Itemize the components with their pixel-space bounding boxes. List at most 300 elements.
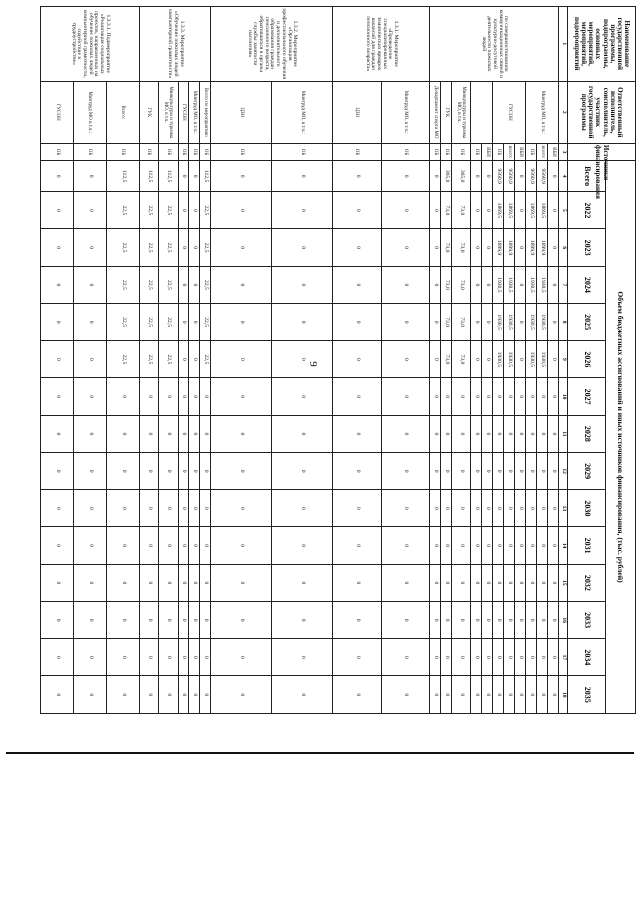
total-value-cell: 9560,9 — [526, 161, 537, 192]
header-total: Всего — [568, 161, 606, 192]
year-value-cell: 0 — [159, 452, 178, 489]
year-value-cell: 0 — [73, 266, 106, 303]
source-cell: всего: — [537, 143, 548, 160]
year-value-cell: 0 — [548, 192, 559, 229]
year-value-cell: 0 — [106, 378, 139, 415]
table-row — [332, 7, 381, 714]
page-number: 9 — [306, 361, 319, 367]
year-value-cell: 0 — [211, 601, 272, 638]
year-value-cell: 0 — [452, 452, 471, 489]
year-value-cell: 0 — [526, 564, 537, 601]
year-value-cell: 73,0 — [452, 229, 471, 266]
year-value-cell: 0 — [504, 676, 515, 714]
source-cell: всего: — [504, 143, 515, 160]
year-value-cell: 0 — [189, 415, 200, 452]
executor-cell: ЦЗН — [332, 81, 381, 143]
year-value-cell: 22,5 — [139, 341, 158, 378]
year-value-cell: 73,0 — [452, 303, 471, 340]
year-value-cell: 0 — [178, 378, 189, 415]
year-value-cell: 22,5 — [159, 266, 178, 303]
total-value-cell: 0 — [189, 161, 200, 192]
year-value-cell: 0 — [41, 490, 74, 527]
year-value-cell: 0 — [178, 527, 189, 564]
year-value-cell: 0 — [200, 601, 211, 638]
year-value-cell: 0 — [178, 564, 189, 601]
year-value-cell: 0 — [73, 639, 106, 676]
source-cell: ОБ — [272, 143, 333, 160]
column-number: 3 — [559, 143, 568, 160]
year-value-cell: 0 — [493, 676, 504, 714]
year-value-cell: 22,5 — [106, 192, 139, 229]
year-value-cell: 0 — [504, 564, 515, 601]
year-value-cell: 0 — [178, 303, 189, 340]
year-value-cell: 0 — [200, 452, 211, 489]
year-value-cell: 0 — [73, 490, 106, 527]
column-number: 7 — [559, 266, 568, 303]
year-value-cell: 0 — [159, 490, 178, 527]
year-value-cell: 1930,5 — [526, 266, 537, 303]
year-value-cell: 0 — [482, 303, 493, 340]
year-value-cell: 0 — [493, 490, 504, 527]
year-value-cell: 0 — [430, 676, 441, 714]
year-value-cell: 0 — [211, 303, 272, 340]
column-number: 14 — [559, 527, 568, 564]
year-value-cell: 0 — [332, 341, 381, 378]
total-value-cell: 0 — [482, 161, 493, 192]
year-value-cell: 0 — [441, 639, 452, 676]
year-value-cell: 0 — [548, 415, 559, 452]
source-cell: ОБ — [106, 143, 139, 160]
executor-cell: ГУК — [441, 81, 452, 143]
year-value-cell: 0 — [452, 490, 471, 527]
year-value-cell: 0 — [41, 601, 74, 638]
year-value-cell: 0 — [430, 378, 441, 415]
year-value-cell: 1930,5 — [504, 303, 515, 340]
year-value-cell: 0 — [548, 490, 559, 527]
year-value-cell: 0 — [178, 415, 189, 452]
year-value-cell: 0 — [178, 192, 189, 229]
year-value-cell: 73,0 — [441, 303, 452, 340]
year-value-cell: 0 — [548, 303, 559, 340]
executor-cell: Минтруд МО, в т.ч.: — [381, 81, 430, 143]
year-value-cell: 0 — [430, 303, 441, 340]
year-value-cell: 1930,5 — [537, 303, 548, 340]
year-value-cell: 0 — [537, 452, 548, 489]
year-value-cell: 0 — [471, 639, 482, 676]
year-value-cell: 0 — [482, 452, 493, 489]
rotated-table-container — [40, 6, 636, 714]
source-cell: ОБ — [139, 143, 158, 160]
year-value-cell: 0 — [493, 601, 504, 638]
year-value-cell: 0 — [159, 415, 178, 452]
year-value-cell: 0 — [139, 415, 158, 452]
year-value-cell: 1899,9 — [526, 229, 537, 266]
year-value-cell: 0 — [178, 452, 189, 489]
year-value-cell: 0 — [73, 452, 106, 489]
program-item-name: 1.3.3.1. Подмероприятие «Реализация социальных проектов, направленных на обучение пожилых людей компьютерной грамотности, содействие в трудоустройстве» — [41, 7, 140, 82]
year-value-cell: 0 — [471, 303, 482, 340]
year-value-cell: 0 — [272, 266, 333, 303]
executor-cell: Минтруд МО в т.ч.: — [73, 81, 106, 143]
year-value-cell: 0 — [526, 639, 537, 676]
year-value-cell: 0 — [471, 490, 482, 527]
year-value-cell: 0 — [493, 639, 504, 676]
year-value-cell: 0 — [441, 415, 452, 452]
year-value-cell: 0 — [73, 676, 106, 714]
year-value-cell: 0 — [200, 415, 211, 452]
total-value-cell: 0 — [272, 161, 333, 192]
year-value-cell: 0 — [441, 490, 452, 527]
table-row — [139, 7, 158, 714]
year-value-cell: 0 — [441, 527, 452, 564]
executor-cell: Минтруд МО, в т.ч.: — [526, 81, 559, 143]
year-value-cell: 0 — [548, 341, 559, 378]
executor-cell: Минтруд МО, в т.ч.: — [189, 81, 200, 143]
year-value-cell: 0 — [430, 601, 441, 638]
year-value-cell: 73,0 — [452, 266, 471, 303]
year-value-cell: 22,5 — [159, 192, 178, 229]
year-value-cell: 0 — [430, 639, 441, 676]
year-value-cell: 0 — [430, 527, 441, 564]
column-number: 9 — [559, 341, 568, 378]
year-value-cell: 0 — [189, 490, 200, 527]
year-value-cell: 0 — [272, 676, 333, 714]
total-value-cell: 9560,9 — [504, 161, 515, 192]
year-value-cell: 73,0 — [452, 341, 471, 378]
year-value-cell: 0 — [106, 676, 139, 714]
total-value-cell: 9560,9 — [537, 161, 548, 192]
year-value-cell: 0 — [537, 601, 548, 638]
year-value-cell: 0 — [430, 192, 441, 229]
total-value-cell: 365,0 — [441, 161, 452, 192]
year-value-cell: 0 — [178, 639, 189, 676]
year-value-cell: 22,5 — [106, 266, 139, 303]
source-cell: ОБ — [73, 143, 106, 160]
year-value-cell: 0 — [515, 192, 526, 229]
total-value-cell: 112,5 — [159, 161, 178, 192]
year-value-cell: 0 — [526, 490, 537, 527]
year-value-cell: 0 — [515, 452, 526, 489]
total-value-cell: 112,5 — [106, 161, 139, 192]
year-value-cell: 0 — [178, 676, 189, 714]
year-value-cell: 0 — [272, 601, 333, 638]
year-value-cell: 0 — [73, 303, 106, 340]
year-value-cell: 0 — [73, 192, 106, 229]
year-value-cell: 0 — [441, 676, 452, 714]
year-value-cell: 0 — [526, 415, 537, 452]
year-value-cell: 0 — [430, 452, 441, 489]
source-cell: ОБ — [493, 143, 504, 160]
source-cell: ВБИ — [515, 143, 526, 160]
year-value-cell: 1930,5 — [526, 303, 537, 340]
year-value-cell: 0 — [515, 676, 526, 714]
program-item-name: 1.3.2. Мероприятие «Организация профессионального обучения и дополнительного образования граждан пенсионного возраста, обратившихся в органы службы занятости населения» — [211, 7, 333, 82]
total-value-cell: 0 — [41, 161, 74, 192]
year-value-cell: 0 — [189, 676, 200, 714]
year-header: 2035 — [568, 676, 606, 714]
year-value-cell: 1899,9 — [493, 229, 504, 266]
year-value-cell: 0 — [441, 601, 452, 638]
table-row — [106, 7, 139, 714]
year-value-cell: 0 — [452, 378, 471, 415]
year-value-cell: 0 — [332, 415, 381, 452]
header-name: Наименование государственной программы, подпрограммы, основных мероприятий, мероприятий, подмероприятий — [568, 7, 636, 82]
year-value-cell: 0 — [272, 303, 333, 340]
year-value-cell: 0 — [452, 564, 471, 601]
year-value-cell: 0 — [482, 192, 493, 229]
table-row — [211, 7, 272, 714]
year-value-cell: 0 — [381, 639, 430, 676]
year-value-cell: 22,5 — [106, 229, 139, 266]
year-value-cell: 0 — [139, 601, 158, 638]
source-cell: ОБ — [526, 143, 537, 160]
year-value-cell: 1930,5 — [504, 266, 515, 303]
year-header: 2031 — [568, 527, 606, 564]
year-value-cell: 0 — [73, 415, 106, 452]
year-value-cell: 0 — [211, 676, 272, 714]
year-value-cell: 0 — [381, 564, 430, 601]
year-value-cell: 22,5 — [200, 192, 211, 229]
year-value-cell: 1899,9 — [537, 229, 548, 266]
year-value-cell: 0 — [548, 527, 559, 564]
year-value-cell: 0 — [452, 676, 471, 714]
year-value-cell: 0 — [515, 415, 526, 452]
executor-cell: ГУК — [139, 81, 158, 143]
program-item-name: 1.3.3. Мероприятие «Обучение пожилых людей компьютерной грамотности» — [139, 7, 211, 82]
year-value-cell: 0 — [41, 639, 74, 676]
year-header: 2027 — [568, 378, 606, 415]
column-number: 2 — [559, 81, 568, 143]
source-cell: ВБИ — [482, 143, 493, 160]
year-value-cell: 0 — [471, 192, 482, 229]
table-row — [159, 7, 178, 714]
total-value-cell: 0 — [471, 161, 482, 192]
year-value-cell: 22,5 — [159, 341, 178, 378]
year-value-cell: 22,5 — [139, 303, 158, 340]
year-value-cell: 0 — [504, 639, 515, 676]
year-value-cell: 22,5 — [200, 229, 211, 266]
year-value-cell: 0 — [159, 564, 178, 601]
budget-table — [40, 6, 636, 714]
year-value-cell: 22,5 — [106, 303, 139, 340]
year-value-cell: 0 — [504, 378, 515, 415]
table-row — [272, 7, 333, 714]
year-value-cell: 0 — [200, 639, 211, 676]
year-value-cell: 0 — [548, 601, 559, 638]
year-value-cell: 0 — [515, 527, 526, 564]
year-value-cell: 0 — [504, 601, 515, 638]
year-value-cell: 0 — [381, 601, 430, 638]
year-value-cell: 0 — [211, 266, 272, 303]
year-value-cell: 0 — [537, 639, 548, 676]
year-value-cell: 0 — [381, 527, 430, 564]
year-value-cell: 0 — [493, 415, 504, 452]
year-value-cell: 0 — [41, 303, 74, 340]
year-value-cell: 0 — [272, 452, 333, 489]
table-row — [482, 7, 493, 714]
year-value-cell: 0 — [482, 639, 493, 676]
year-value-cell: 0 — [272, 229, 333, 266]
year-value-cell: 1930,5 — [537, 341, 548, 378]
year-value-cell: 0 — [272, 192, 333, 229]
year-value-cell: 0 — [41, 192, 74, 229]
year-value-cell: 0 — [272, 341, 333, 378]
year-value-cell: 0 — [189, 341, 200, 378]
table-row — [73, 7, 106, 714]
executor-cell — [471, 81, 493, 143]
year-value-cell: 0 — [73, 378, 106, 415]
column-number: 11 — [559, 415, 568, 452]
year-header: 2023 — [568, 229, 606, 266]
year-header: 2032 — [568, 564, 606, 601]
year-value-cell: 0 — [430, 229, 441, 266]
year-value-cell: 0 — [332, 378, 381, 415]
year-value-cell: 22,5 — [139, 192, 158, 229]
year-value-cell: 0 — [189, 527, 200, 564]
year-value-cell: 0 — [178, 490, 189, 527]
total-value-cell: 0 — [178, 161, 189, 192]
year-value-cell: 0 — [189, 639, 200, 676]
year-value-cell: 0 — [482, 415, 493, 452]
source-cell: ОБ — [452, 143, 471, 160]
year-value-cell: 0 — [548, 378, 559, 415]
total-value-cell: 0 — [381, 161, 430, 192]
total-value-cell: 0 — [548, 161, 559, 192]
year-value-cell: 0 — [452, 527, 471, 564]
year-header: 2028 — [568, 415, 606, 452]
total-value-cell: 112,5 — [200, 161, 211, 192]
year-value-cell: 0 — [471, 378, 482, 415]
year-value-cell: 0 — [482, 564, 493, 601]
year-value-cell: 0 — [189, 601, 200, 638]
year-value-cell: 0 — [106, 564, 139, 601]
source-cell: ОБ — [178, 143, 189, 160]
year-value-cell: 0 — [73, 601, 106, 638]
executor-cell: Минкультуры и туризма МО, в т.ч. — [452, 81, 471, 143]
source-cell: ОБ — [332, 143, 381, 160]
year-value-cell: 0 — [504, 452, 515, 489]
executor-cell: Минтруд МО, в т.ч.: — [272, 81, 333, 143]
year-value-cell: 0 — [471, 452, 482, 489]
year-value-cell: 0 — [272, 639, 333, 676]
year-value-cell: 0 — [515, 490, 526, 527]
year-value-cell: 1930,5 — [493, 341, 504, 378]
year-value-cell: 0 — [178, 229, 189, 266]
table-row — [441, 7, 452, 714]
year-value-cell: 1869,5 — [493, 192, 504, 229]
year-value-cell: 0 — [178, 601, 189, 638]
header-executor: Ответственный исполнитель, соисполнитель, участник государственной программы — [568, 81, 636, 143]
table-row — [381, 7, 430, 714]
year-value-cell: 0 — [441, 452, 452, 489]
footer-rule — [6, 752, 634, 754]
year-value-cell: 0 — [159, 676, 178, 714]
year-value-cell: 0 — [515, 639, 526, 676]
year-value-cell: 0 — [515, 303, 526, 340]
year-value-cell: 0 — [471, 676, 482, 714]
total-value-cell: 0 — [515, 161, 526, 192]
column-number: 16 — [559, 601, 568, 638]
year-value-cell: 22,5 — [200, 303, 211, 340]
year-value-cell: 0 — [515, 229, 526, 266]
year-value-cell: 0 — [159, 527, 178, 564]
source-cell: ОБ — [471, 143, 482, 160]
year-value-cell: 22,5 — [159, 229, 178, 266]
year-value-cell: 73,0 — [441, 341, 452, 378]
year-value-cell: 0 — [159, 378, 178, 415]
year-value-cell: 0 — [178, 266, 189, 303]
source-cell: ВБИ — [548, 143, 559, 160]
year-value-cell: 0 — [548, 229, 559, 266]
year-value-cell: 22,5 — [200, 266, 211, 303]
year-value-cell: 0 — [430, 341, 441, 378]
column-number: 8 — [559, 303, 568, 340]
year-value-cell: 0 — [493, 564, 504, 601]
year-value-cell: 0 — [73, 341, 106, 378]
year-value-cell: 0 — [106, 490, 139, 527]
year-value-cell: 0 — [526, 527, 537, 564]
year-value-cell: 0 — [471, 229, 482, 266]
year-value-cell: 0 — [493, 527, 504, 564]
year-value-cell: 0 — [41, 229, 74, 266]
year-value-cell: 73,0 — [441, 229, 452, 266]
year-value-cell: 0 — [189, 452, 200, 489]
year-value-cell: 0 — [381, 229, 430, 266]
year-value-cell: 0 — [189, 192, 200, 229]
source-cell: ОБ — [381, 143, 430, 160]
year-value-cell: 0 — [381, 490, 430, 527]
year-value-cell: 0 — [515, 378, 526, 415]
year-value-cell: 0 — [41, 415, 74, 452]
year-value-cell: 0 — [272, 378, 333, 415]
year-value-cell: 1869,5 — [504, 192, 515, 229]
year-value-cell: 0 — [526, 378, 537, 415]
year-value-cell: 0 — [73, 527, 106, 564]
year-value-cell: 0 — [548, 639, 559, 676]
year-value-cell: 0 — [211, 341, 272, 378]
year-value-cell: 1930,5 — [537, 266, 548, 303]
year-value-cell: 0 — [482, 676, 493, 714]
year-value-cell: 0 — [537, 676, 548, 714]
table-row — [430, 7, 441, 714]
year-value-cell: 0 — [73, 229, 106, 266]
year-value-cell: 0 — [526, 676, 537, 714]
year-value-cell: 0 — [537, 490, 548, 527]
year-value-cell: 0 — [41, 378, 74, 415]
year-value-cell: 0 — [332, 452, 381, 489]
year-value-cell: 0 — [139, 490, 158, 527]
executor-cell: ГУСОН — [178, 81, 189, 143]
year-value-cell: 0 — [482, 266, 493, 303]
year-value-cell: 0 — [73, 564, 106, 601]
program-item-name: 1.3.1. Мероприятие «Проведение специализированных тематических ярмарок вакансий для граждан пенсионного возраста» — [332, 7, 429, 82]
year-value-cell: 0 — [504, 527, 515, 564]
executor-cell: ЦЗН — [211, 81, 272, 143]
year-value-cell: 0 — [537, 527, 548, 564]
executor-cell: ГУСОН — [41, 81, 74, 143]
year-header: 2034 — [568, 639, 606, 676]
year-value-cell: 0 — [548, 266, 559, 303]
year-value-cell: 0 — [452, 601, 471, 638]
executor-cell: Всего: — [106, 81, 139, 143]
year-value-cell: 1930,5 — [493, 266, 504, 303]
year-value-cell: 0 — [106, 452, 139, 489]
year-value-cell: 0 — [452, 415, 471, 452]
year-value-cell: 0 — [211, 490, 272, 527]
year-value-cell: 0 — [548, 676, 559, 714]
year-value-cell: 0 — [441, 564, 452, 601]
year-value-cell: 73,0 — [441, 266, 452, 303]
